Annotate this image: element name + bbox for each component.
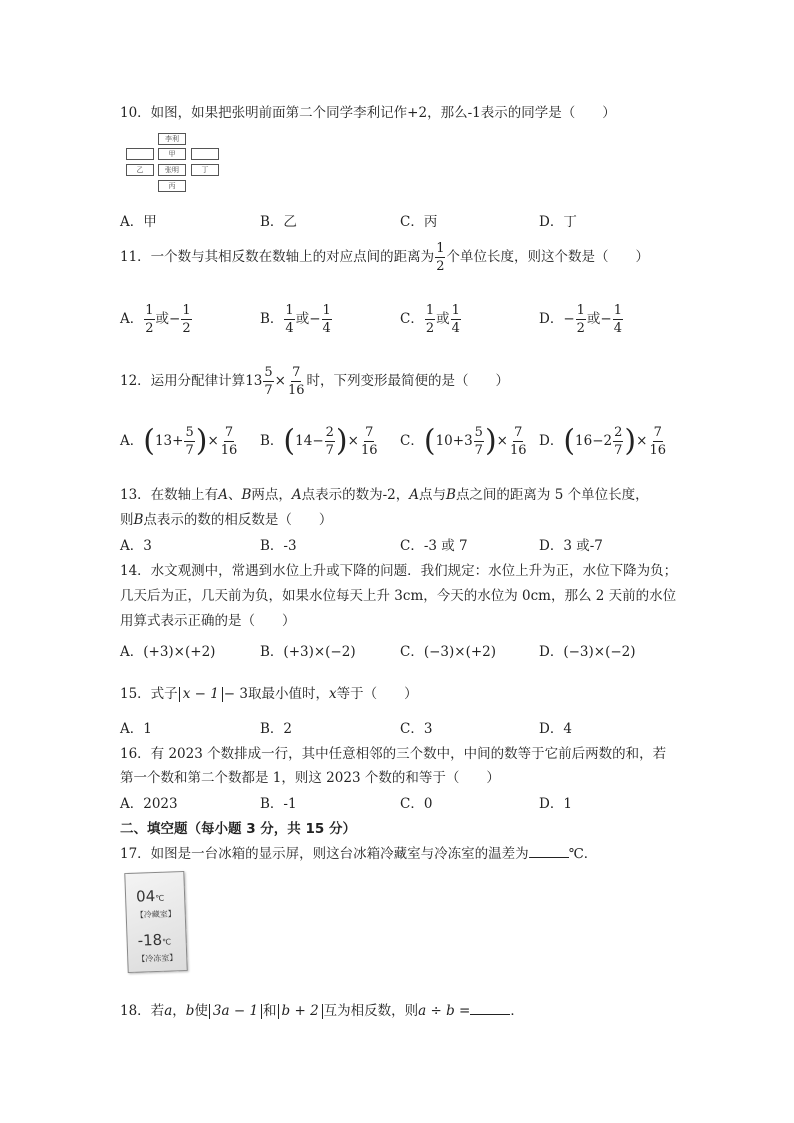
q15-option-d: D．4 (539, 721, 572, 737)
seat-lili: 李利 (158, 133, 186, 145)
q14-option-d: D．(−3)×(−2) (539, 644, 636, 660)
q15-option-a: A．1 (120, 721, 152, 737)
section-heading: 二、填空题（每小题 3 分，共 15 分） (120, 821, 356, 837)
q12-option-a: A．(13+ $\frac{5}{7}$ )× $\frac{7}{16}$ (120, 423, 238, 459)
q13-option-a: A．3 (120, 538, 152, 554)
q13-option-d: D．3 或-7 (539, 538, 603, 554)
q11-stem: 11．一个数与其相反数在数轴上的对应点间的距离为 $\frac{1}{2}$ 个单位长度，则这个数是（ ） (120, 241, 649, 274)
seat-bing: 丙 (158, 180, 186, 192)
seat-ding: 丁 (191, 164, 219, 176)
q14-line-1: 14．水文观测中，常遇到水位上升或下降的问题．我们规定：水位上升为正，水位下降为负； (120, 563, 678, 579)
q12-option-c: C．(10+3 $\frac{5}{7}$ )× $\frac{7}{16}$ (400, 423, 527, 459)
fraction-half: $\frac{1}{2}$ (436, 241, 445, 274)
q13-option-c: C．-3 或 7 (400, 538, 468, 554)
q16-option-c: C．0 (400, 796, 433, 812)
q10-option-a: A．甲 (120, 214, 157, 230)
q11-option-b: B． $\frac{1}{4}$ 或− $\frac{1}{4}$ (260, 303, 331, 336)
q10-option-d: D．丁 (539, 214, 577, 230)
seat-empty-2 (191, 148, 219, 160)
q10-option-b: B．乙 (260, 214, 297, 230)
q11-option-d: D．− $\frac{1}{2}$ 或− $\frac{1}{4}$ (539, 303, 623, 336)
q15-option-b: B．2 (260, 721, 293, 737)
q15-option-c: C．3 (400, 721, 433, 737)
q16-option-a: A．2023 (120, 796, 178, 812)
q15-stem: 15．式子 x − 1 − 3取最小值时，x等于（ ） (120, 686, 418, 702)
q12-option-b: B．(14− $\frac{2}{7}$ )× $\frac{7}{16}$ (260, 423, 378, 459)
q18-stem: 18．若a，b使 3a − 1 和 b + 2 互为相反数，则a ÷ b = ． (120, 1003, 524, 1019)
q14-line-2: 几天后为正，几天前为负，如果水位每天上升 3cm，今天的水位为 0cm，那么 2 天前的水位 (120, 588, 677, 604)
q10-stem: 10．如图，如果把张明前面第二个同学李利记作+2，那么-1表示的同学是（ ） (120, 105, 616, 121)
q14-option-c: C．(−3)×(+2) (400, 644, 497, 660)
seat-empty-1 (126, 148, 154, 160)
q13-line-1: 13．在数轴上有A、B两点，A点表示的数为-2，A点与B点之间的距离为 5 个单位长度， (120, 487, 649, 503)
seat-yi: 乙 (126, 164, 154, 176)
q13-option-b: B．-3 (260, 538, 297, 554)
seat-zhangming: 张明 (158, 164, 186, 176)
fridge-display-image: 04℃ 【冷藏室】 -18℃ 【冷冻室】 (124, 871, 187, 973)
answer-blank (470, 1002, 510, 1015)
q14-option-a: A．(+3)×(+2) (120, 644, 216, 660)
q14-line-3: 用算式表示正确的是（ ） (120, 613, 296, 629)
q12-option-d: D．(16−2 $\frac{2}{7}$ )× $\frac{7}{16}$ (539, 423, 666, 459)
q16-option-d: D．1 (539, 796, 572, 812)
seat-jia: 甲 (158, 148, 186, 160)
q10-option-c: C．丙 (400, 214, 438, 230)
q13-line-2: 则B点表示的数的相反数是（ ） (120, 512, 333, 528)
q16-option-b: B．-1 (260, 796, 297, 812)
q16-line-2: 第一个数和第二个数都是 1，则这 2023 个数的和等于（ ） (120, 770, 500, 786)
q11-option-c: C． $\frac{1}{2}$ 或 $\frac{1}{4}$ (400, 303, 460, 336)
absolute-value: x − 1 (179, 687, 223, 702)
q14-option-b: B．(+3)×(−2) (260, 644, 356, 660)
q12-stem: 12．运用分配律计算13 $\frac{5}{7}$ × $\frac{7}{16}$ 时，下列变形最简便的是（ ） (120, 365, 510, 398)
q11-option-a: A． $\frac{1}{2}$ 或− $\frac{1}{2}$ (120, 303, 191, 336)
answer-blank (529, 845, 569, 858)
q16-line-1: 16．有 2023 个数排成一行，其中任意相邻的三个数中，中间的数等于它前后两数的和，若 (120, 746, 667, 762)
q17-stem: 17．如图是一台冰箱的显示屏，则这台冰箱冷藏室与冷冻室的温差为 ℃． (120, 846, 598, 862)
